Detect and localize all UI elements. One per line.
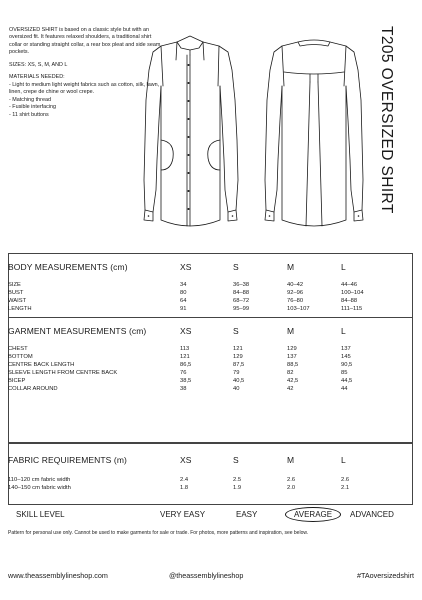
cell-s: 87,5 (233, 362, 245, 368)
cell-s: 40 (233, 386, 240, 392)
hashtag: #TAoversizedshirt (357, 571, 414, 580)
size-header-m: M (287, 262, 295, 272)
description: OVERSIZED SHIRT is based on a classic style but with an oversized fit. It features relaxed shoulders, a traditional shirt collar or standing straight collar, a rear box pleat and side seam pockets. (9, 27, 161, 56)
size-header-xs: XS (180, 262, 192, 272)
fabric-requirements-section (8, 455, 414, 492)
cell-m: 103–107 (287, 306, 310, 312)
row-label: LENGTH (8, 306, 32, 312)
pattern-title (368, 22, 414, 242)
table-row (8, 345, 414, 353)
cell-l: 2.1 (341, 485, 350, 491)
size-header-s: S (233, 455, 239, 465)
row-label: SLEEVE LENGTH FROM CENTRE BACK (8, 370, 118, 376)
garment-measurements-heading: GARMENT MEASUREMENTS (cm) (8, 326, 147, 336)
cell-s: 2.5 (233, 477, 242, 483)
cell-l: 85 (341, 370, 348, 376)
cell-l: 90,5 (341, 362, 353, 368)
cell-m: 42,5 (287, 378, 299, 384)
material-item: - 11 shirt buttons (9, 111, 49, 118)
size-header-m: M (287, 326, 295, 336)
cell-s: 79 (233, 370, 240, 376)
cell-xs: 80 (180, 290, 187, 296)
cell-m: 2.0 (287, 485, 296, 491)
cell-s: 68–72 (233, 298, 250, 304)
pattern-title-text: T205 OVERSIZED SHIRT (378, 26, 395, 214)
cell-l: 44–46 (341, 282, 358, 288)
footer (8, 571, 414, 581)
cell-s: 121 (233, 346, 243, 352)
row-label: 140–150 cm fabric width (8, 485, 71, 491)
cell-s: 95–99 (233, 306, 250, 312)
table-row (8, 369, 414, 377)
table-row (8, 385, 414, 393)
row-label: BICEP (8, 378, 26, 384)
body-measurements-section (8, 262, 414, 313)
cell-xs: 38 (180, 386, 187, 392)
table-row (8, 297, 414, 305)
shirt-back-illustration (258, 20, 370, 240)
skill-level-row (16, 507, 414, 523)
material-item: - Light to medium light weight fabrics such as cotton, silk, lawn, linen, crepe de chine or wool crepe. (9, 81, 160, 96)
table-row (8, 353, 414, 361)
size-header-xs: XS (180, 326, 192, 336)
website-link[interactable]: www.theassemblylineshop.com (8, 571, 108, 580)
table-row (8, 377, 414, 385)
skill-advanced: ADVANCED (350, 510, 394, 519)
cell-xs: 91 (180, 306, 187, 312)
cell-l: 111–115 (341, 306, 363, 312)
cell-m: 137 (287, 354, 297, 360)
table-row (8, 305, 414, 313)
skill-very-easy: VERY EASY (160, 510, 206, 519)
body-measurements-heading: BODY MEASUREMENTS (cm) (8, 262, 128, 272)
cell-l: 145 (341, 354, 351, 360)
table-row (8, 281, 414, 289)
cell-m: 40–42 (287, 282, 304, 288)
cell-l: 2.6 (341, 477, 350, 483)
table-row (8, 484, 414, 492)
cell-xs: 76 (180, 370, 187, 376)
cell-l: 84–88 (341, 298, 358, 304)
cell-m: 2.6 (287, 477, 296, 483)
cell-xs: 38,5 (180, 378, 192, 384)
material-item: - Matching thread (9, 96, 51, 103)
shirt-front-illustration (133, 20, 248, 240)
body-measurements-header (8, 262, 414, 276)
cell-xs: 1.8 (180, 485, 189, 491)
skill-average-selected: AVERAGE (285, 507, 341, 522)
row-label: WAIST (8, 298, 27, 304)
size-header-l: L (341, 455, 346, 465)
fabric-requirements-header (8, 455, 414, 469)
cell-l: 44,5 (341, 378, 353, 384)
table-row (8, 476, 414, 484)
cell-xs: 113 (180, 346, 190, 352)
cell-m: 92–96 (287, 290, 304, 296)
size-header-s: S (233, 326, 239, 336)
size-header-l: L (341, 262, 346, 272)
usage-note: Pattern for personal use only. Cannot be used to make garments for sale or trade. For photos, more patterns and inspiration, see below. (8, 530, 309, 536)
row-label: BOTTOM (8, 354, 33, 360)
table-divider (9, 317, 412, 318)
social-handle[interactable]: @theassemblylineshop (169, 571, 244, 580)
cell-s: 36–38 (233, 282, 250, 288)
materials-title: MATERIALS NEEDED: (9, 74, 65, 81)
size-header-s: S (233, 262, 239, 272)
cell-xs: 34 (180, 282, 187, 288)
skill-easy: EASY (236, 510, 258, 519)
table-row (8, 289, 414, 297)
garment-measurements-section (8, 326, 414, 393)
size-header-m: M (287, 455, 295, 465)
cell-m: 42 (287, 386, 294, 392)
cell-l: 44 (341, 386, 348, 392)
row-label: BUST (8, 290, 24, 296)
garment-measurements-header (8, 326, 414, 340)
cell-m: 82 (287, 370, 294, 376)
cell-s: 84–88 (233, 290, 250, 296)
row-label: CENTRE BACK LENGTH (8, 362, 75, 368)
cell-m: 76–80 (287, 298, 304, 304)
size-header-l: L (341, 326, 346, 336)
cell-m: 129 (287, 346, 297, 352)
cell-s: 129 (233, 354, 243, 360)
row-label: 110–120 cm fabric width (8, 477, 71, 483)
cell-l: 137 (341, 346, 351, 352)
row-label: SIZE (8, 282, 21, 288)
cell-xs: 64 (180, 298, 187, 304)
cell-xs: 2.4 (180, 477, 189, 483)
cell-xs: 86,5 (180, 362, 192, 368)
table-row (8, 361, 414, 369)
sizes-available: SIZES: XS, S, M, AND L (9, 61, 68, 68)
row-label: CHEST (8, 346, 28, 352)
cell-xs: 121 (180, 354, 190, 360)
cell-m: 88,5 (287, 362, 299, 368)
material-item: - Fusible interfacing (9, 104, 57, 111)
row-label: COLLAR AROUND (8, 386, 58, 392)
cell-s: 40,5 (233, 378, 245, 384)
cell-l: 100–104 (341, 290, 364, 296)
skill-level-label: SKILL LEVEL (16, 510, 65, 519)
cell-s: 1.9 (233, 485, 242, 491)
fabric-requirements-heading: FABRIC REQUIREMENTS (m) (8, 455, 127, 465)
size-header-xs: XS (180, 455, 192, 465)
